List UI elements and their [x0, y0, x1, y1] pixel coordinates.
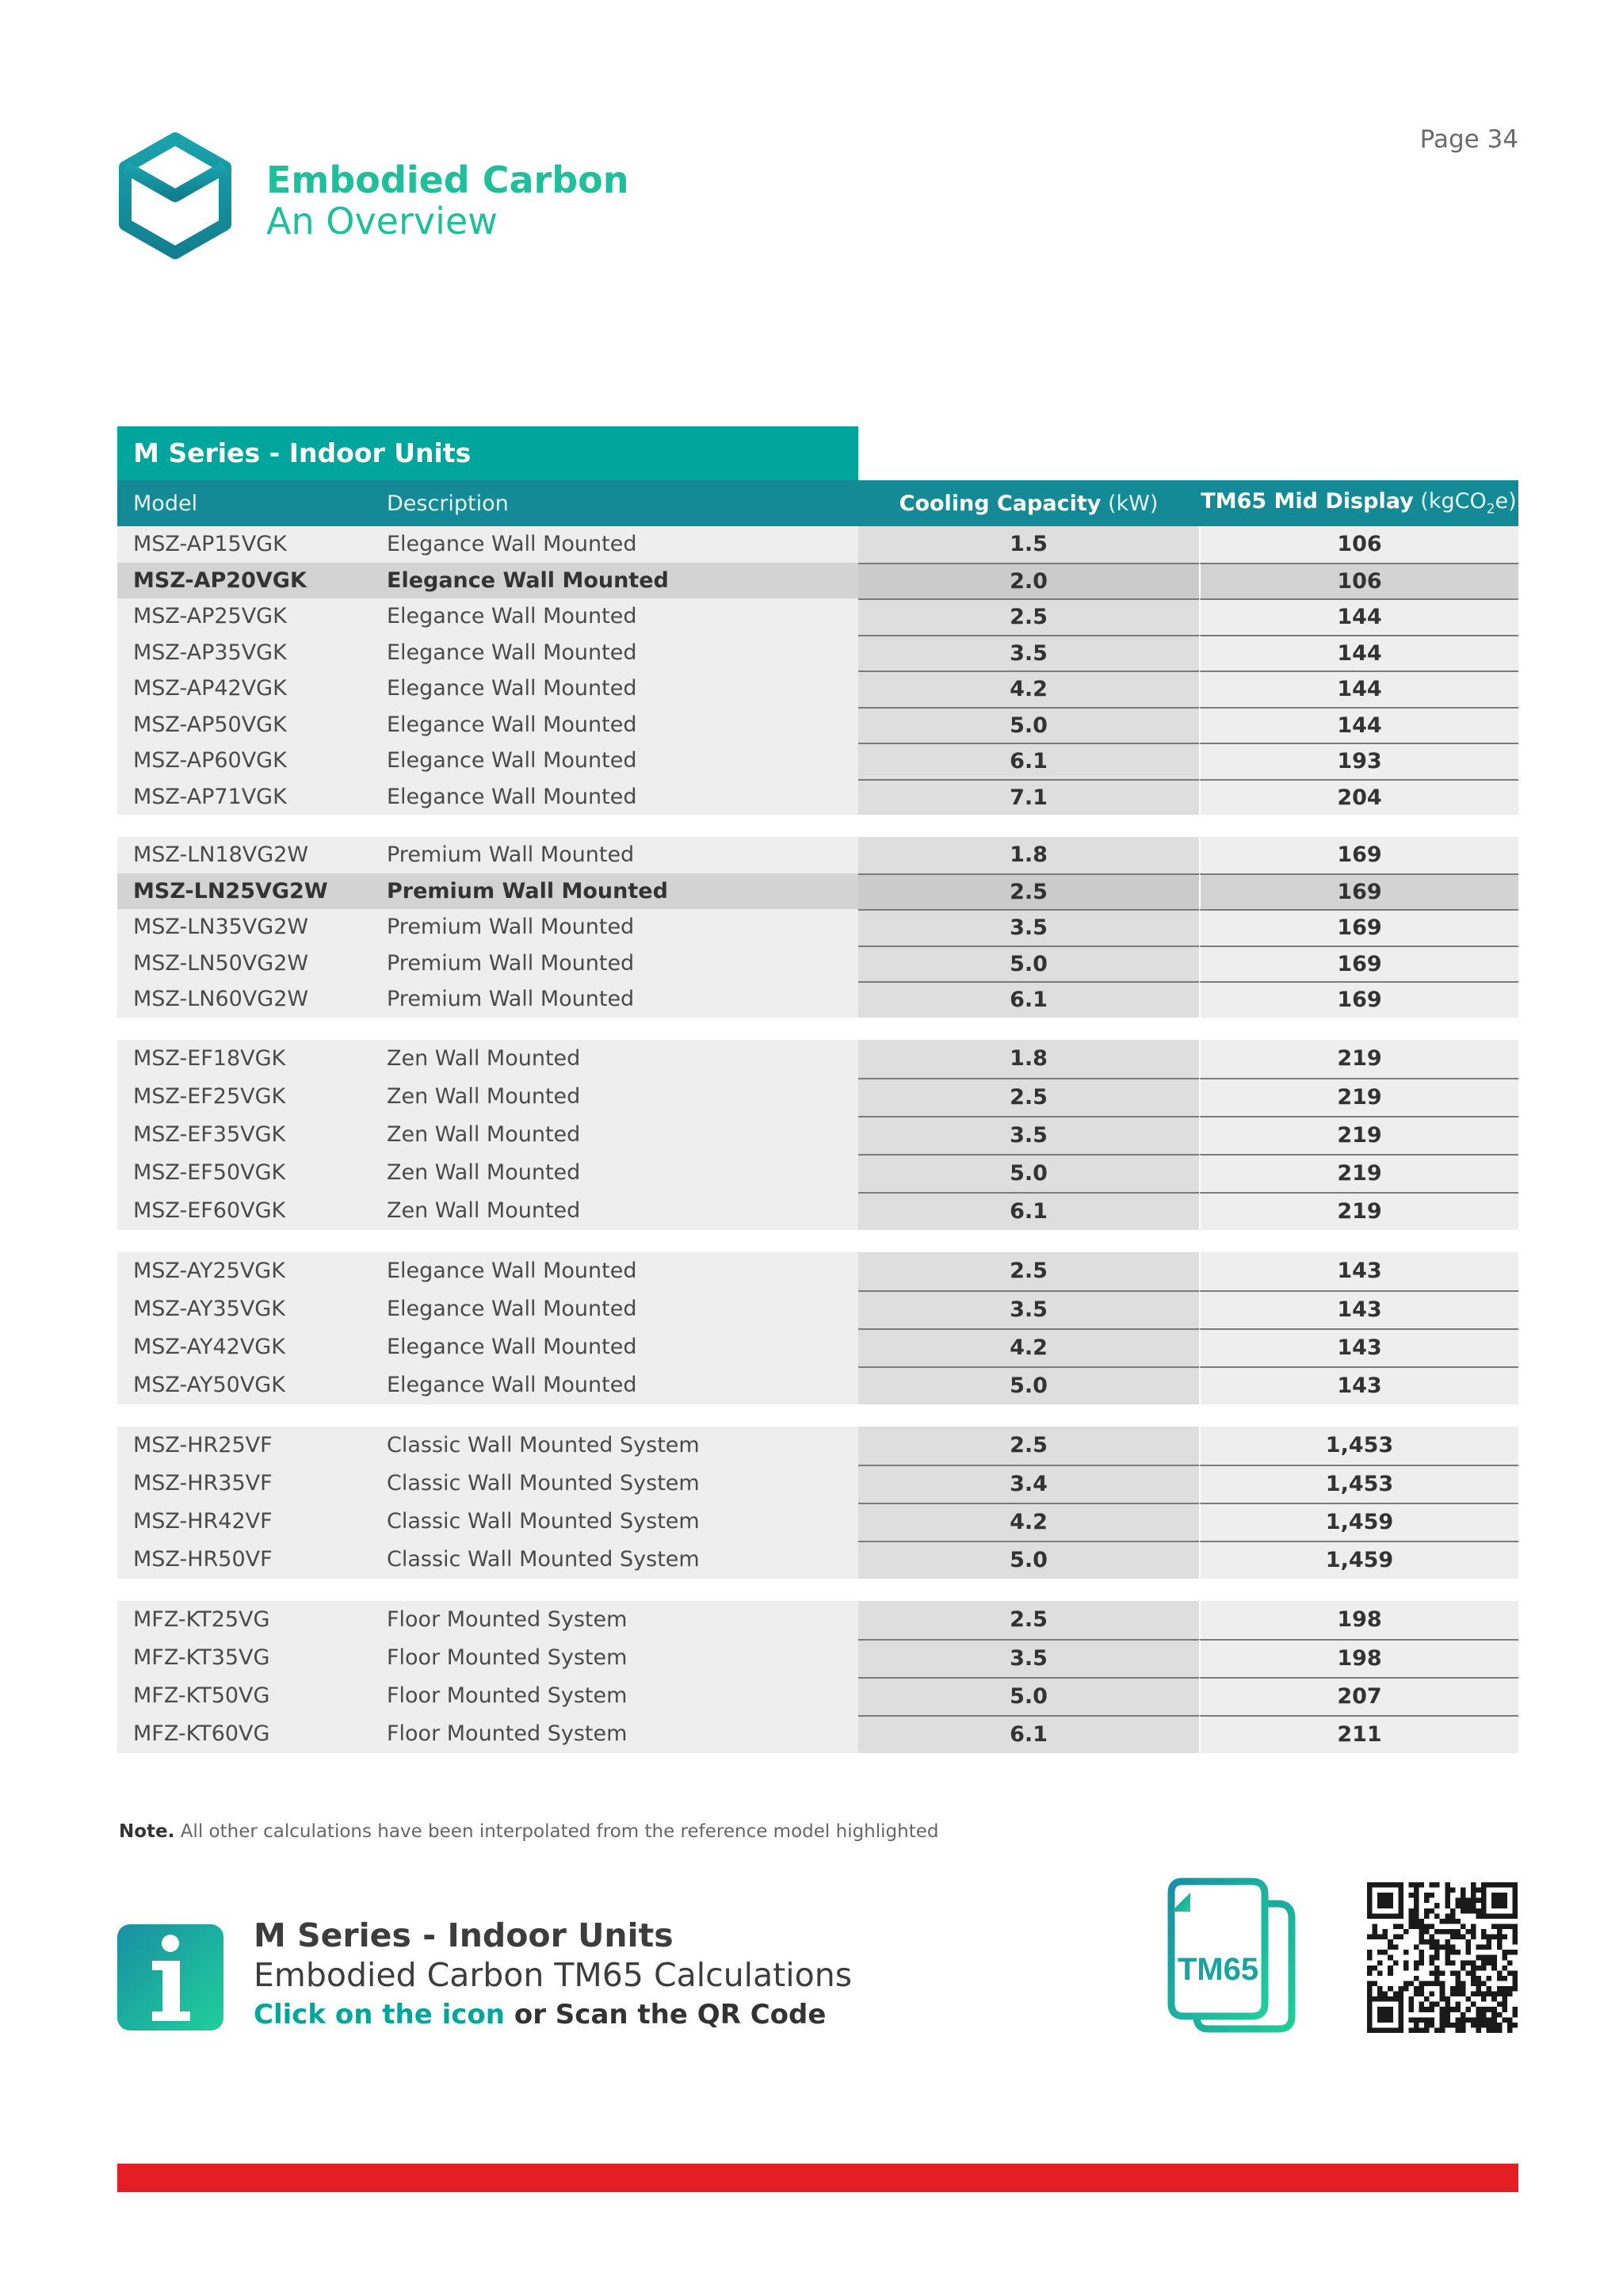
description-cell: Elegance Wall Mounted [387, 676, 637, 701]
description-cell: Premium Wall Mounted [387, 915, 635, 940]
cooling-capacity-cell: 6.1 [858, 743, 1199, 779]
tm65-cell: 143 [1199, 1366, 1518, 1404]
tm65-document-icon[interactable] [1165, 1877, 1298, 2034]
table-row [117, 598, 1518, 635]
description-cell: Premium Wall Mounted [387, 950, 635, 976]
model-cell: MSZ-AP20VGK [133, 567, 307, 593]
model-cell: MSZ-AP71VGK [133, 784, 287, 809]
table-row [117, 1715, 1518, 1753]
description-cell: Zen Wall Mounted [387, 1198, 581, 1223]
description-cell: Elegance Wall Mounted [387, 784, 637, 809]
model-cell: MSZ-AP50VGK [133, 712, 287, 737]
description-cell: Elegance Wall Mounted [387, 712, 637, 737]
tm65-cell: 204 [1199, 779, 1518, 816]
description-cell: Zen Wall Mounted [387, 1160, 581, 1185]
model-cell: MSZ-LN50VG2W [133, 950, 309, 976]
table-row-reference [117, 563, 1518, 599]
tm65-cell: 207 [1199, 1677, 1518, 1715]
table-row [117, 1328, 1518, 1366]
tm65-cell: 143 [1199, 1290, 1518, 1328]
cooling-capacity-cell: 1.8 [858, 837, 1199, 873]
cooling-capacity-cell: 5.0 [858, 1677, 1199, 1715]
table-row [117, 1677, 1518, 1715]
tm65-cell: 169 [1199, 909, 1518, 946]
table-row [117, 1116, 1518, 1154]
cooling-capacity-cell: 1.8 [858, 1040, 1199, 1078]
page-subtitle: An Overview [266, 200, 498, 243]
model-cell: MSZ-AY25VGK [133, 1259, 285, 1283]
description-cell: Elegance Wall Mounted [387, 567, 669, 593]
table-row [117, 837, 1518, 873]
model-cell: MSZ-LN25VG2W [133, 878, 328, 904]
qr-code-icon[interactable] [1367, 1882, 1518, 2033]
table-row [117, 1503, 1518, 1541]
model-cell: MSZ-AY50VGK [133, 1373, 285, 1397]
table-row [117, 670, 1518, 707]
note-text: All other calculations have been interpolated from the reference model highlighted [180, 1821, 939, 1842]
info-icon[interactable] [117, 1924, 223, 2030]
cooling-capacity-cell: 5.0 [858, 1541, 1199, 1579]
description-cell: Classic Wall Mounted System [387, 1433, 700, 1457]
tm65-cell: 143 [1199, 1252, 1518, 1290]
model-cell: MSZ-AY35VGK [133, 1297, 285, 1321]
tm65-cell: 198 [1199, 1601, 1518, 1639]
model-cell: MSZ-EF50VGK [133, 1160, 286, 1185]
model-cell: MFZ-KT50VG [133, 1683, 270, 1708]
model-cell: MSZ-HR25VF [133, 1433, 273, 1457]
table-note [119, 1821, 938, 1842]
description-cell: Elegance Wall Mounted [387, 640, 637, 665]
table-group [117, 1601, 1518, 1753]
description-cell: Elegance Wall Mounted [387, 1259, 637, 1283]
tm65-cell: 169 [1199, 873, 1518, 910]
model-cell: MFZ-KT35VG [133, 1645, 270, 1670]
table-row [117, 909, 1518, 946]
cooling-capacity-cell: 6.1 [858, 1715, 1199, 1753]
cooling-capacity-cell: 3.5 [858, 1116, 1199, 1154]
indoor-units-table [117, 426, 1518, 1753]
cooling-capacity-cell: 4.2 [858, 1503, 1199, 1541]
cooling-capacity-cell: 5.0 [858, 1154, 1199, 1192]
model-cell: MSZ-AP15VGK [133, 532, 287, 557]
tm65-cell: 193 [1199, 743, 1518, 779]
table-title: M Series - Indoor Units [117, 426, 858, 480]
cooling-capacity-cell: 5.0 [858, 707, 1199, 743]
tm65-cell: 219 [1199, 1078, 1518, 1116]
tm65-cell: 219 [1199, 1154, 1518, 1192]
description-cell: Floor Mounted System [387, 1683, 628, 1708]
column-header-model: Model [133, 491, 198, 516]
tm65-cell: 169 [1199, 981, 1518, 1018]
table-group [117, 1252, 1518, 1404]
tm65-cell: 144 [1199, 635, 1518, 671]
column-header-description: Description [387, 491, 509, 516]
model-cell: MSZ-EF35VGK [133, 1122, 286, 1147]
model-cell: MSZ-LN18VG2W [133, 842, 309, 868]
model-cell: MSZ-HR35VF [133, 1471, 273, 1496]
table-row [117, 1601, 1518, 1639]
table-row [117, 779, 1518, 816]
page-title: Embodied Carbon [266, 159, 629, 201]
cooling-capacity-cell: 3.4 [858, 1465, 1199, 1503]
cooling-capacity-cell: 2.5 [858, 598, 1199, 635]
table-row [117, 1078, 1518, 1116]
table-body [117, 526, 1518, 1753]
cooling-capacity-cell: 2.5 [858, 1601, 1199, 1639]
table-row [117, 1541, 1518, 1579]
tm65-cell: 169 [1199, 946, 1518, 982]
model-cell: MSZ-AY42VGK [133, 1335, 285, 1359]
table-group [117, 1040, 1518, 1230]
tm65-header-unit: (kgCO$_2$e) [1420, 489, 1517, 518]
tm65-cell: 1,453 [1199, 1427, 1518, 1465]
table-group [117, 1427, 1518, 1579]
cooling-capacity-cell: 2.0 [858, 563, 1199, 599]
description-cell: Classic Wall Mounted System [387, 1471, 700, 1496]
model-cell: MSZ-AP60VGK [133, 748, 287, 774]
tm65-cell: 144 [1199, 598, 1518, 635]
cooling-capacity-cell: 7.1 [858, 779, 1199, 816]
info-subtitle: Embodied Carbon TM65 Calculations [254, 1956, 853, 1994]
description-cell: Elegance Wall Mounted [387, 1373, 637, 1397]
table-row [117, 1252, 1518, 1290]
table-row [117, 1290, 1518, 1328]
tm65-cell: 144 [1199, 670, 1518, 707]
table-row [117, 1639, 1518, 1677]
info-title: M Series - Indoor Units [254, 1916, 674, 1954]
description-cell: Elegance Wall Mounted [387, 1335, 637, 1359]
description-cell: Elegance Wall Mounted [387, 532, 637, 557]
table-row [117, 1427, 1518, 1465]
page-number: Page 34 [1419, 125, 1518, 154]
scan-qr-text: or Scan the QR Code [514, 1999, 827, 2030]
model-cell: MFZ-KT25VG [133, 1607, 270, 1632]
description-cell: Floor Mounted System [387, 1721, 628, 1746]
description-cell: Elegance Wall Mounted [387, 748, 637, 774]
cooling-header-label: Cooling Capacity [899, 491, 1102, 516]
table-header-row [117, 480, 1518, 526]
cooling-capacity-cell: 4.2 [858, 1328, 1199, 1366]
tm65-cell: 1,459 [1199, 1503, 1518, 1541]
tm65-cell: 1,459 [1199, 1541, 1518, 1579]
tm65-cell: 169 [1199, 837, 1518, 873]
model-cell: MSZ-AP42VGK [133, 676, 287, 701]
description-cell: Zen Wall Mounted [387, 1046, 581, 1071]
cooling-capacity-cell: 6.1 [858, 1192, 1199, 1230]
description-cell: Floor Mounted System [387, 1645, 628, 1670]
description-cell: Zen Wall Mounted [387, 1084, 581, 1109]
table-group [117, 837, 1518, 1018]
column-header-tm65 [1199, 489, 1518, 517]
cooling-capacity-cell: 2.5 [858, 1427, 1199, 1465]
table-row [117, 635, 1518, 671]
model-cell: MFZ-KT60VG [133, 1721, 270, 1746]
table-row [117, 1040, 1518, 1078]
model-cell: MSZ-LN60VG2W [133, 987, 309, 1012]
description-cell: Premium Wall Mounted [387, 842, 635, 868]
model-cell: MSZ-EF25VGK [133, 1084, 286, 1109]
cooling-capacity-cell: 3.5 [858, 909, 1199, 946]
tm65-cell: 219 [1199, 1040, 1518, 1078]
table-row [117, 526, 1518, 563]
note-label: Note. [119, 1821, 175, 1842]
cooling-capacity-cell: 2.5 [858, 873, 1199, 910]
cooling-capacity-cell: 1.5 [858, 526, 1199, 563]
cooling-capacity-cell: 2.5 [858, 1078, 1199, 1116]
cooling-capacity-cell: 3.5 [858, 1639, 1199, 1677]
table-row-reference [117, 873, 1518, 910]
model-cell: MSZ-HR50VF [133, 1547, 273, 1572]
table-row [117, 981, 1518, 1018]
footer-red-bar [117, 2164, 1518, 2192]
tm65-cell: 1,453 [1199, 1465, 1518, 1503]
info-call-to-action [254, 1999, 826, 2030]
model-cell: MSZ-AP25VGK [133, 604, 287, 629]
tm65-cell: 198 [1199, 1639, 1518, 1677]
model-cell: MSZ-EF60VGK [133, 1198, 286, 1223]
description-cell: Premium Wall Mounted [387, 878, 668, 904]
tm65-cell: 219 [1199, 1116, 1518, 1154]
cooling-header-unit: (kW) [1107, 491, 1159, 516]
table-row [117, 743, 1518, 779]
tm65-cell: 143 [1199, 1328, 1518, 1366]
cooling-capacity-cell: 2.5 [858, 1252, 1199, 1290]
tm65-cell: 144 [1199, 707, 1518, 743]
tm65-cell: 219 [1199, 1192, 1518, 1230]
description-cell: Classic Wall Mounted System [387, 1547, 700, 1572]
cooling-capacity-cell: 5.0 [858, 1366, 1199, 1404]
table-row [117, 707, 1518, 743]
description-cell: Floor Mounted System [387, 1607, 628, 1632]
cooling-capacity-cell: 6.1 [858, 981, 1199, 1018]
description-cell: Elegance Wall Mounted [387, 604, 637, 629]
tm65-cell: 106 [1199, 563, 1518, 599]
description-cell: Classic Wall Mounted System [387, 1509, 700, 1534]
table-group [117, 526, 1518, 815]
model-cell: MSZ-LN35VG2W [133, 915, 309, 940]
table-row [117, 946, 1518, 982]
table-row [117, 1154, 1518, 1192]
table-row [117, 1192, 1518, 1230]
table-row [117, 1366, 1518, 1404]
cooling-capacity-cell: 3.5 [858, 635, 1199, 671]
model-cell: MSZ-HR42VF [133, 1509, 273, 1534]
tm65-header-label: TM65 Mid Display [1201, 489, 1414, 514]
tm65-cell: 211 [1199, 1715, 1518, 1753]
description-cell: Zen Wall Mounted [387, 1122, 581, 1147]
column-header-cooling [858, 491, 1199, 516]
cooling-capacity-cell: 5.0 [858, 946, 1199, 982]
description-cell: Premium Wall Mounted [387, 987, 635, 1012]
model-cell: MSZ-AP35VGK [133, 640, 287, 665]
tm65-icon-label: TM65 [1177, 1952, 1259, 1987]
cooling-capacity-cell: 3.5 [858, 1290, 1199, 1328]
tm65-cell: 106 [1199, 526, 1518, 563]
click-icon-link[interactable]: Click on the icon [254, 1999, 505, 2030]
cube-icon [116, 131, 235, 294]
table-row [117, 1465, 1518, 1503]
cooling-capacity-cell: 4.2 [858, 670, 1199, 707]
model-cell: MSZ-EF18VGK [133, 1046, 286, 1071]
description-cell: Elegance Wall Mounted [387, 1297, 637, 1321]
